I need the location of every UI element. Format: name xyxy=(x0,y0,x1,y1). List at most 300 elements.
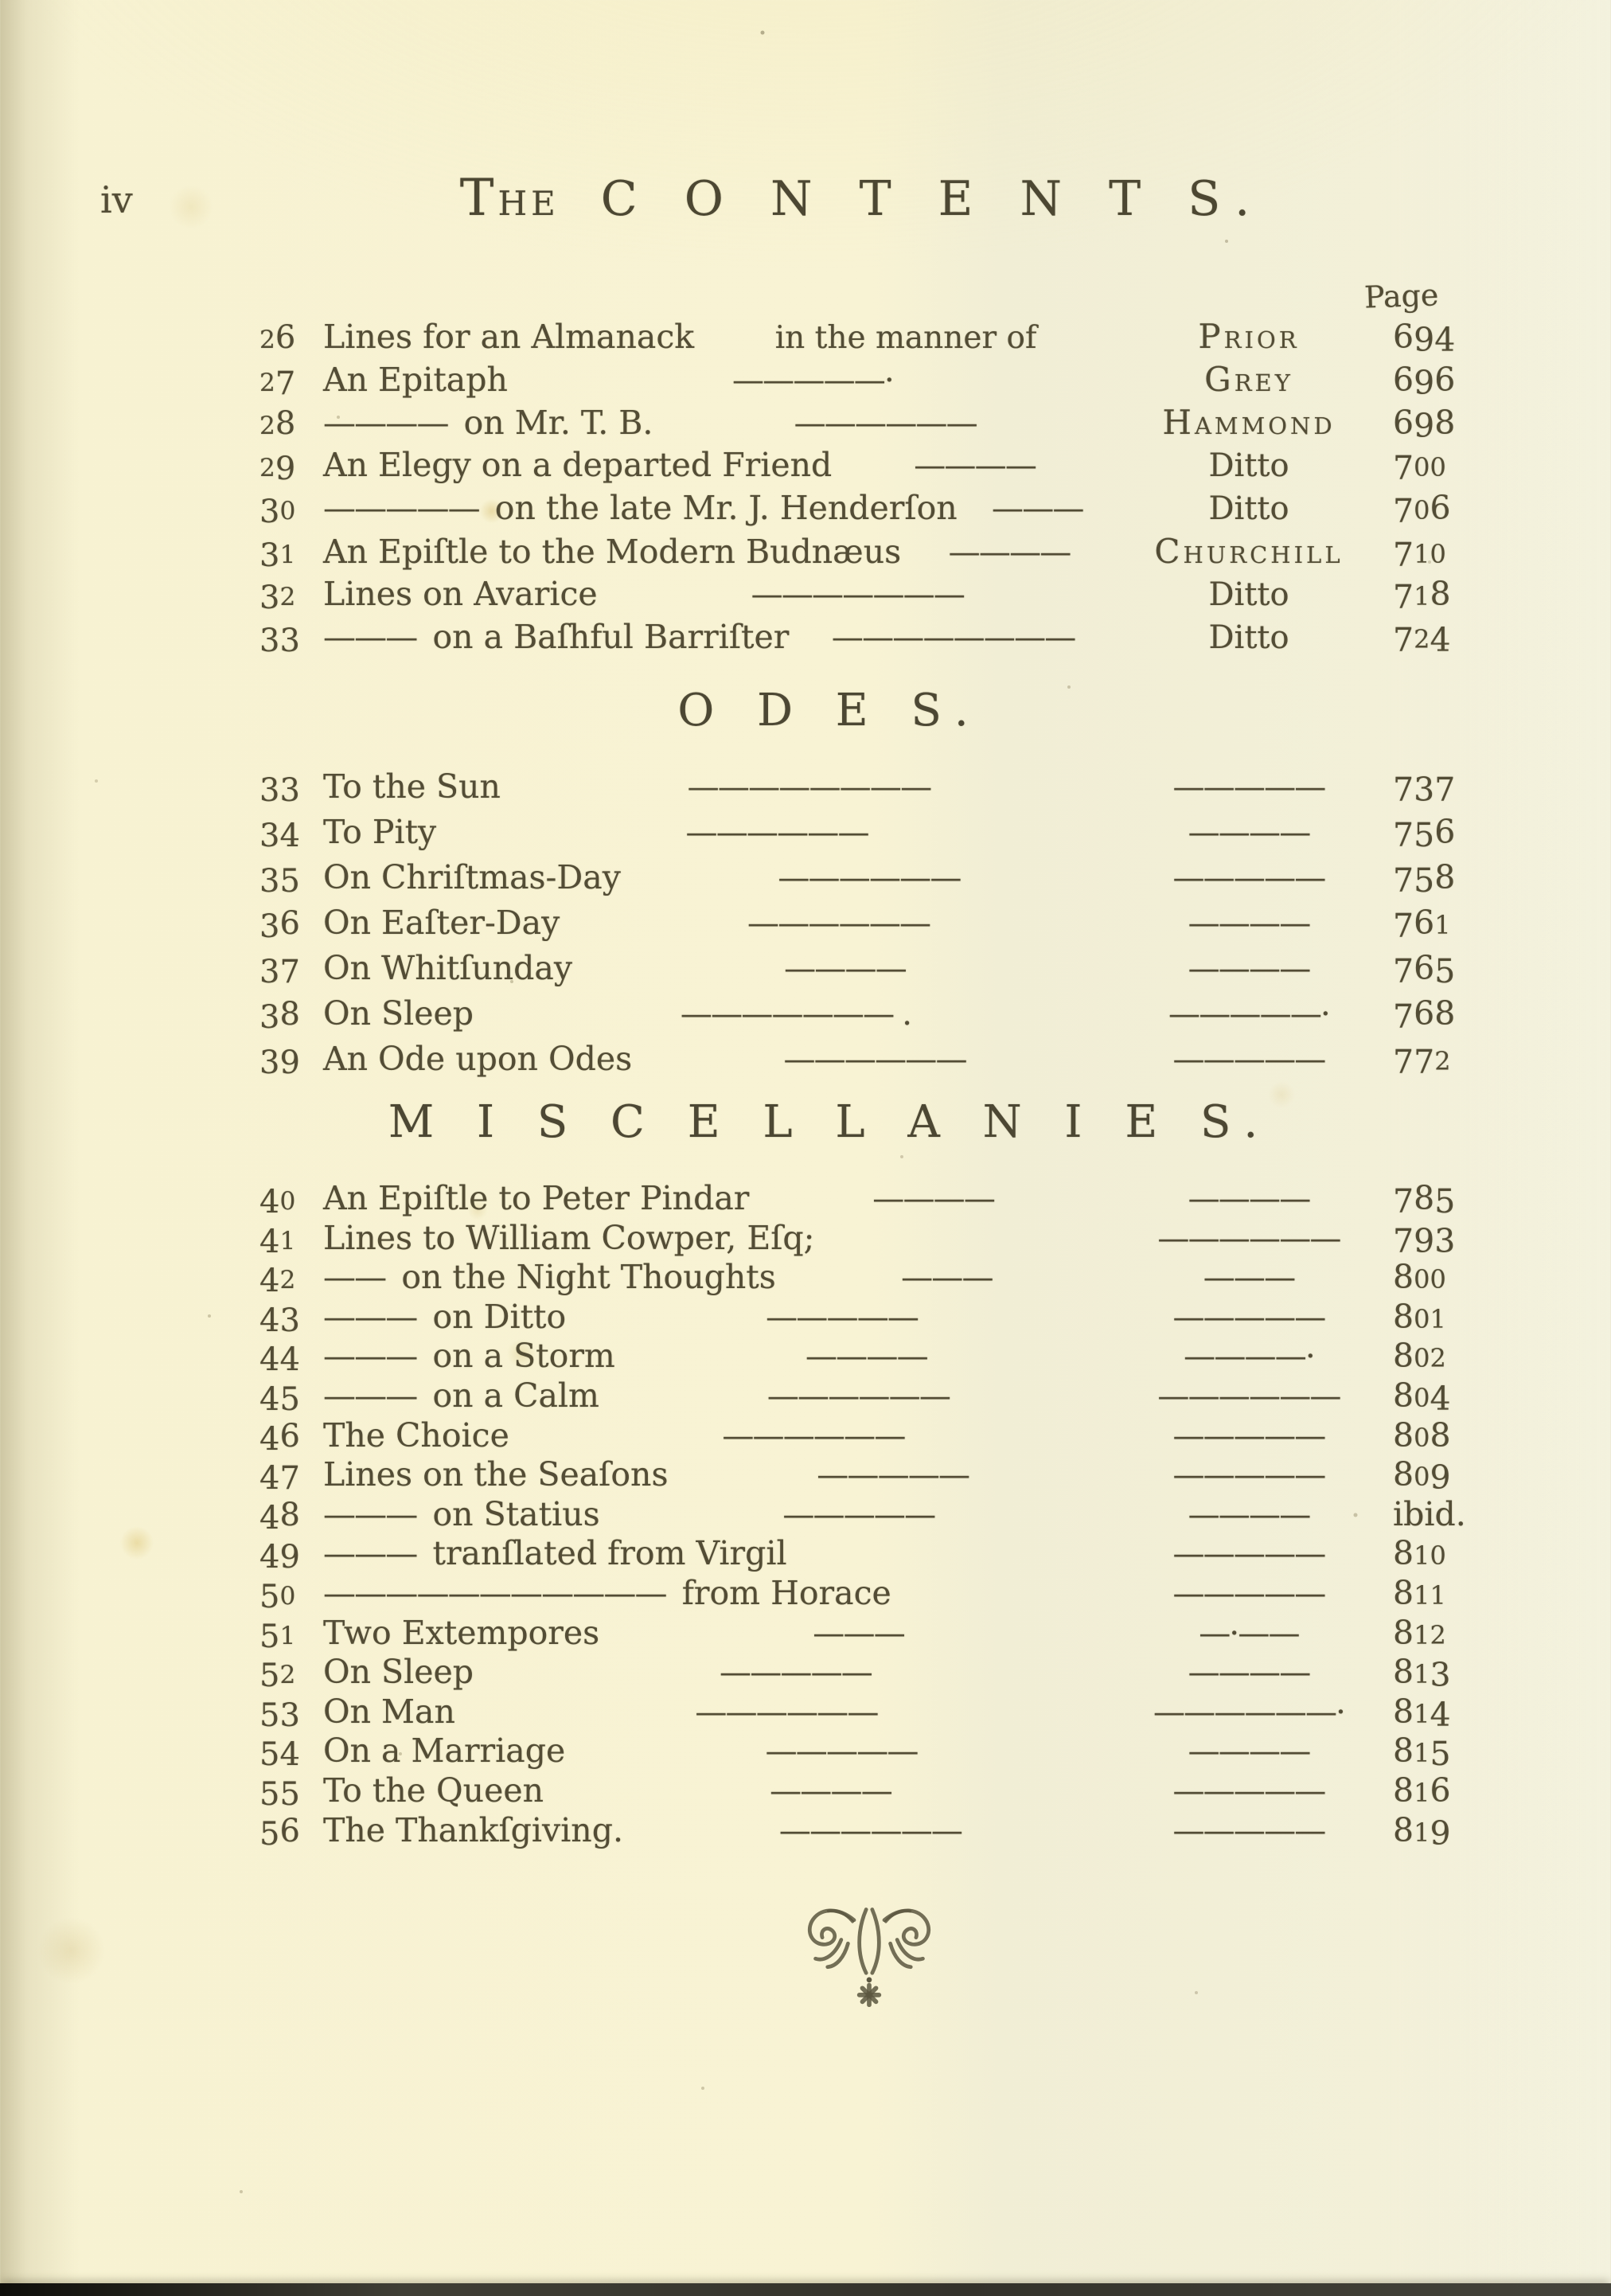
entry-number: 47 xyxy=(259,1460,300,1497)
author-column xyxy=(1118,1694,1380,1731)
author-column xyxy=(1118,1220,1380,1257)
leading-dash-rule: ——— xyxy=(323,1376,417,1415)
dash-rule: ———— xyxy=(1188,1733,1310,1771)
dash-rule: ———— xyxy=(914,447,1036,484)
entry-number: 33 xyxy=(259,772,300,809)
entry-title xyxy=(323,1455,668,1494)
page-number: 785 xyxy=(1393,1179,1456,1221)
toc-row xyxy=(256,1495,1500,1535)
entry-title-text: To Pity xyxy=(323,813,437,851)
toc-row xyxy=(256,1040,1500,1085)
entry-title xyxy=(323,1219,814,1257)
dash-rule: ————— xyxy=(1172,1772,1325,1810)
section-heading: M I S C E L L A N I E S. xyxy=(388,1096,1273,1148)
entry-title xyxy=(323,767,501,806)
dash-rule: ———— xyxy=(1188,1654,1310,1692)
mid-column xyxy=(572,951,1118,987)
author-column xyxy=(1118,490,1380,527)
entry-number: 37 xyxy=(259,954,300,990)
entry-number: 54 xyxy=(259,1736,300,1774)
page-number: 768 xyxy=(1393,994,1456,1037)
dash-rule: ————— xyxy=(782,1496,935,1533)
author-name: Grey xyxy=(1204,360,1293,399)
fleuron-asterisk xyxy=(860,1986,880,2005)
entry-title-text: Two Extempores xyxy=(323,1613,600,1652)
entry-number: 35 xyxy=(259,863,300,900)
dash-rule: ————— xyxy=(1172,1536,1325,1573)
author-column xyxy=(1118,576,1380,613)
entry-title-text: On Sleep xyxy=(323,1653,474,1692)
dash-rule: ——————— xyxy=(751,576,965,613)
dash-rule: —————— xyxy=(1157,1220,1340,1257)
author-column xyxy=(1118,1615,1380,1652)
mid-column xyxy=(508,362,1118,399)
dash-rule: —————— xyxy=(695,1693,878,1731)
mid-column xyxy=(436,814,1118,851)
author-column xyxy=(1118,1536,1380,1572)
entry-number: 30 xyxy=(259,494,296,530)
toc-row xyxy=(256,1337,1500,1379)
toc-row xyxy=(256,1811,1500,1851)
dash-rule: —————— xyxy=(747,905,930,942)
toc-row xyxy=(256,1732,1500,1774)
mid-column xyxy=(501,769,1118,806)
section-heading: O D E S. xyxy=(677,685,983,736)
page-number: 772 xyxy=(1393,1043,1451,1082)
page-number: 765 xyxy=(1393,949,1456,991)
toc-row xyxy=(256,1771,1500,1811)
dash-rule: ————— xyxy=(1172,1417,1325,1455)
page-number: 758 xyxy=(1393,858,1456,900)
dash-rule: ————· xyxy=(1184,1338,1314,1376)
entry-title xyxy=(323,533,901,571)
entry-number: 55 xyxy=(259,1775,300,1813)
author-column xyxy=(1118,619,1380,656)
toc-row xyxy=(256,403,1500,446)
toc-row xyxy=(256,949,1500,994)
page-number: 761 xyxy=(1393,904,1451,946)
mid-column xyxy=(565,1733,1118,1770)
toc-row xyxy=(256,1376,1500,1419)
author-column xyxy=(1118,1457,1380,1494)
entry-number: 33 xyxy=(259,623,300,659)
entry-title-text: To the Queen xyxy=(323,1771,544,1810)
entry-title xyxy=(323,1040,632,1078)
page-title xyxy=(57,169,1611,228)
page-number: 756 xyxy=(1393,813,1456,855)
dash-rule: ————— xyxy=(1172,769,1325,806)
toc-row xyxy=(256,1614,1500,1654)
entry-title xyxy=(323,361,508,399)
toc-row xyxy=(256,317,1500,360)
entry-title-text: on Mr. T. B. xyxy=(463,404,653,442)
page-number: 710 xyxy=(1393,536,1446,575)
dash-rule: —————· xyxy=(1168,996,1329,1033)
dash-rule: ——— xyxy=(1203,1259,1295,1297)
entry-title-text: The Thankſgiving. xyxy=(323,1810,623,1849)
page-number: 700 xyxy=(1393,449,1446,488)
author-column xyxy=(1118,1773,1380,1810)
table-of-contents xyxy=(256,317,1500,1853)
toc-row xyxy=(256,767,1500,813)
page-number: 815 xyxy=(1393,1732,1451,1774)
leading-dash-rule: ———— xyxy=(323,404,448,442)
entry-number: 48 xyxy=(259,1496,300,1537)
entry-title xyxy=(323,404,653,442)
entry-number: 31 xyxy=(259,537,296,574)
entry-number: 26 xyxy=(259,319,296,356)
dash-rule: —————— xyxy=(685,814,868,851)
author-column xyxy=(1118,1654,1380,1691)
leading-dash-rule: ——— xyxy=(323,1534,417,1573)
author-column xyxy=(1118,951,1380,987)
entry-number: 53 xyxy=(259,1697,300,1734)
entry-title-text: On Man xyxy=(323,1692,455,1731)
mid-column xyxy=(474,996,1118,1033)
toc-row xyxy=(256,446,1500,489)
toc-row xyxy=(256,360,1500,403)
page-number: 793 xyxy=(1393,1221,1456,1260)
dash-rule: —·—— xyxy=(1199,1615,1299,1652)
mid-column xyxy=(560,905,1118,942)
entry-number: 43 xyxy=(259,1302,300,1339)
entry-title-text: An Epiſtle to the Modern Budnæus xyxy=(323,533,902,571)
mid-column xyxy=(632,1041,1118,1078)
entry-title xyxy=(323,1693,455,1731)
page-number: 812 xyxy=(1393,1613,1446,1652)
author-column xyxy=(1118,1576,1380,1612)
page-number: 801 xyxy=(1393,1297,1446,1336)
toc-row xyxy=(256,618,1500,661)
entry-title xyxy=(323,1574,891,1612)
entry-title-text: Lines for an Almanack xyxy=(323,318,695,356)
scan-bottom-edge xyxy=(0,2283,1611,2296)
dash-rule: ———— xyxy=(784,951,906,987)
dash-rule: —————— xyxy=(778,1812,962,1849)
author-column xyxy=(1118,996,1380,1033)
author-name: Churchill xyxy=(1154,532,1344,571)
entry-title xyxy=(323,1653,474,1691)
paper-specks xyxy=(0,0,2,2)
mid-column xyxy=(653,405,1118,442)
author-name: Hammond xyxy=(1162,403,1336,442)
section-rows xyxy=(256,767,1500,1085)
page-number: 698 xyxy=(1393,404,1456,446)
toc-row xyxy=(256,1179,1500,1219)
mid-column xyxy=(694,319,1118,356)
mid-column xyxy=(832,447,1118,484)
toc-row xyxy=(256,858,1500,904)
dash-rule: —————— xyxy=(1157,1377,1340,1415)
author-column xyxy=(1118,403,1380,442)
entry-title xyxy=(323,489,958,527)
entry-title xyxy=(323,618,789,656)
page-number: 809 xyxy=(1393,1455,1451,1497)
mid-column xyxy=(509,1418,1118,1455)
leading-dash-rule: ——————————— xyxy=(323,1573,666,1612)
entry-title-text: Lines on Avarice xyxy=(323,575,598,613)
toc-row xyxy=(256,1693,1500,1732)
entry-title xyxy=(323,446,832,484)
entry-title-text: on a Calm xyxy=(432,1376,599,1415)
dash-rule: ——— xyxy=(992,490,1083,527)
dash-rule: ————— xyxy=(1172,1457,1325,1494)
page-number: 706 xyxy=(1393,489,1451,531)
entry-title xyxy=(323,1495,600,1533)
entry-title xyxy=(323,1337,615,1375)
entry-title-text: on a Baſhful Barriſter xyxy=(432,618,790,656)
mid-column xyxy=(600,1497,1118,1533)
dash-rule: —————· xyxy=(731,362,893,399)
mid-column xyxy=(474,1654,1118,1691)
page-number: ibid. xyxy=(1393,1494,1466,1533)
entry-title-text: On Chriſtmas-Day xyxy=(323,858,621,896)
page-number: 811 xyxy=(1393,1573,1446,1612)
dash-rule: ——————· xyxy=(1153,1693,1345,1731)
dash-rule: ———— xyxy=(1188,951,1310,987)
author-column xyxy=(1118,1338,1380,1375)
entry-title xyxy=(323,813,436,851)
dash-rule: ———————— xyxy=(687,769,931,806)
page-number: 724 xyxy=(1393,621,1451,660)
page-number: 737 xyxy=(1393,771,1456,810)
entry-title-text: on Statius xyxy=(432,1494,600,1533)
page-number: 804 xyxy=(1393,1376,1451,1419)
author-column xyxy=(1118,447,1380,484)
author-column xyxy=(1118,1497,1380,1533)
dash-rule: ——— xyxy=(901,1259,993,1297)
dash-rule: ————— xyxy=(817,1457,969,1494)
toc-row xyxy=(256,904,1500,949)
entry-title xyxy=(323,1771,544,1810)
entry-number: 39 xyxy=(259,1045,300,1081)
page-number: 819 xyxy=(1393,1810,1451,1853)
author-name: Prior xyxy=(1198,317,1300,356)
mid-column xyxy=(776,1259,1118,1296)
manner-of-text: in the manner of xyxy=(774,320,1037,356)
mid-column xyxy=(598,576,1118,613)
dash-rule: ———— xyxy=(1188,1496,1310,1533)
entry-number: 34 xyxy=(259,818,300,854)
entry-number: 49 xyxy=(259,1539,300,1576)
mid-column xyxy=(623,1813,1118,1849)
page-number: 816 xyxy=(1393,1771,1451,1810)
entry-title xyxy=(323,1811,623,1849)
mid-column xyxy=(621,860,1118,896)
entry-title xyxy=(323,1376,599,1415)
dash-rule: ————— xyxy=(1172,860,1325,896)
entry-title-text: from Horace xyxy=(681,1573,891,1612)
toc-row xyxy=(256,994,1500,1040)
page-number: 808 xyxy=(1393,1415,1451,1455)
mid-column xyxy=(455,1694,1118,1731)
dash-rule: ————— xyxy=(720,1654,872,1692)
entry-title-text: on the Night Thoughts xyxy=(401,1258,776,1297)
entry-number: 50 xyxy=(259,1578,296,1615)
dash-rule: ————— xyxy=(1172,1041,1325,1078)
page-number: 800 xyxy=(1393,1258,1446,1297)
entry-title xyxy=(323,1258,776,1296)
dash-rule: ——— xyxy=(813,1615,904,1652)
toc-row xyxy=(256,1455,1500,1495)
page-title-the: THE xyxy=(459,169,560,228)
mid-column xyxy=(789,619,1118,656)
dash-rule: ———— xyxy=(1188,905,1310,942)
entry-title xyxy=(323,575,598,613)
dash-rule: ————— xyxy=(1172,1812,1325,1849)
toc-row xyxy=(256,532,1500,575)
mid-column xyxy=(668,1457,1118,1494)
dash-rule: ——————— . xyxy=(680,996,911,1033)
toc-row xyxy=(256,1298,1500,1337)
author-name: Ditto xyxy=(1208,490,1289,527)
entry-number: 44 xyxy=(259,1341,300,1379)
dash-rule: ———— xyxy=(948,534,1071,571)
entry-title-text: on Ditto xyxy=(432,1297,567,1336)
toc-row xyxy=(256,575,1500,618)
author-name: Ditto xyxy=(1208,576,1289,613)
toc-row xyxy=(256,813,1500,858)
entry-title-text: To the Sun xyxy=(323,767,501,806)
mid-column xyxy=(958,490,1118,527)
fleuron-lens xyxy=(860,1910,880,1983)
entry-title-text: On Whitſunday xyxy=(323,949,573,987)
dash-rule: ———— xyxy=(770,1772,891,1810)
entry-title xyxy=(323,1298,566,1336)
entry-number: 52 xyxy=(259,1658,296,1695)
leading-dash-rule: ————— xyxy=(323,489,479,527)
dash-rule: ———————— xyxy=(831,619,1075,656)
author-column xyxy=(1118,814,1380,851)
entry-number: 51 xyxy=(259,1618,296,1655)
mid-column xyxy=(599,1615,1118,1652)
dash-rule: ————— xyxy=(766,1298,919,1336)
page-column-label: Page xyxy=(1363,277,1440,315)
author-column xyxy=(1118,769,1380,806)
author-column xyxy=(1118,1733,1380,1770)
author-column xyxy=(1118,1813,1380,1849)
entry-title-text: On a Marriage xyxy=(323,1732,566,1771)
folio-page-number: iv xyxy=(100,178,133,221)
page-title-contents: C O N T E N T S. xyxy=(600,171,1266,227)
mid-column xyxy=(566,1299,1118,1336)
entry-number: 56 xyxy=(259,1812,300,1853)
author-name: Ditto xyxy=(1208,619,1289,656)
author-name: Ditto xyxy=(1208,447,1289,484)
entry-title xyxy=(323,1534,787,1572)
page-number: 813 xyxy=(1393,1653,1451,1695)
entry-title-text: On Sleep xyxy=(323,994,474,1033)
toc-row xyxy=(256,489,1500,532)
author-column xyxy=(1118,1259,1380,1296)
entry-title xyxy=(323,1416,509,1455)
entry-title-text: On Eaſter-Day xyxy=(323,904,560,942)
entry-title-text: An Ode upon Odes xyxy=(323,1040,633,1078)
fleuron-left-flourish xyxy=(809,1911,854,1967)
author-column xyxy=(1118,532,1380,571)
author-column xyxy=(1118,1418,1380,1455)
entry-number: 40 xyxy=(259,1184,296,1220)
entry-number: 45 xyxy=(259,1380,300,1418)
dash-rule: ———— xyxy=(872,1181,995,1217)
toc-row xyxy=(256,1416,1500,1456)
toc-row xyxy=(256,1653,1500,1693)
leading-dash-rule: ——— xyxy=(323,1494,417,1533)
page-number: 696 xyxy=(1393,361,1456,403)
entry-title-text: on a Storm xyxy=(432,1337,615,1376)
entry-number: 41 xyxy=(259,1223,296,1260)
dash-rule: ————— xyxy=(1172,1298,1325,1336)
toc-row xyxy=(256,1219,1500,1259)
entry-number: 38 xyxy=(259,996,300,1036)
entry-title xyxy=(323,1179,749,1217)
mid-column xyxy=(749,1181,1118,1217)
dash-rule: —————— xyxy=(766,1377,950,1415)
entry-number: 32 xyxy=(259,580,296,616)
leading-dash-rule: ——— xyxy=(323,618,417,656)
author-column xyxy=(1118,1041,1380,1078)
author-column xyxy=(1118,317,1380,356)
page-number: 814 xyxy=(1393,1692,1451,1734)
page-number: 810 xyxy=(1393,1534,1446,1573)
entry-title xyxy=(323,1732,565,1770)
dash-rule: ———— xyxy=(1188,814,1310,851)
section-rows xyxy=(256,317,1500,661)
toc-row xyxy=(256,1258,1500,1298)
dash-rule: —————— xyxy=(783,1041,966,1078)
leading-dash-rule: —— xyxy=(323,1258,386,1297)
entry-number: 28 xyxy=(259,405,296,442)
entry-number: 36 xyxy=(259,905,300,945)
entry-number: 27 xyxy=(259,365,296,402)
entry-number: 29 xyxy=(259,451,296,487)
fleuron-ornament xyxy=(794,1901,945,2012)
entry-title xyxy=(323,904,560,942)
author-column xyxy=(1118,360,1380,399)
page-number: 802 xyxy=(1393,1337,1446,1376)
entry-number: 42 xyxy=(259,1263,296,1300)
page-number: 694 xyxy=(1393,318,1456,360)
dash-rule: —————— xyxy=(722,1417,905,1455)
entry-title-text: An Elegy on a departed Friend xyxy=(323,446,833,484)
mid-column xyxy=(901,534,1118,571)
entry-title-text: tranſlated from Virgil xyxy=(432,1534,787,1573)
entry-title xyxy=(323,994,474,1033)
mid-column xyxy=(599,1378,1118,1415)
author-column xyxy=(1118,1181,1380,1217)
author-column xyxy=(1118,905,1380,942)
entry-title-text: Lines on the Seaſons xyxy=(323,1455,669,1494)
author-column xyxy=(1118,860,1380,896)
entry-title-text: on the late Mr. J. Henderſon xyxy=(494,489,958,527)
leading-dash-rule: ——— xyxy=(323,1337,417,1376)
dash-rule: —————— xyxy=(794,405,977,442)
fleuron-right-flourish xyxy=(884,1911,929,1967)
dash-rule: ———— xyxy=(1188,1181,1310,1217)
author-column xyxy=(1118,1378,1380,1415)
entry-title-text: An Epiſtle to Peter Pindar xyxy=(323,1179,750,1217)
entry-title-text: An Epitaph xyxy=(323,361,508,399)
dash-rule: —————— xyxy=(778,860,961,896)
dash-rule: ————— xyxy=(1172,1575,1325,1612)
dash-rule: ————— xyxy=(765,1733,918,1771)
section-rows xyxy=(256,1179,1500,1853)
toc-row xyxy=(256,1534,1500,1574)
dash-rule: ———— xyxy=(805,1338,927,1376)
entry-number: 46 xyxy=(259,1417,300,1458)
entry-title xyxy=(323,1614,599,1652)
page-number: 718 xyxy=(1393,575,1451,617)
